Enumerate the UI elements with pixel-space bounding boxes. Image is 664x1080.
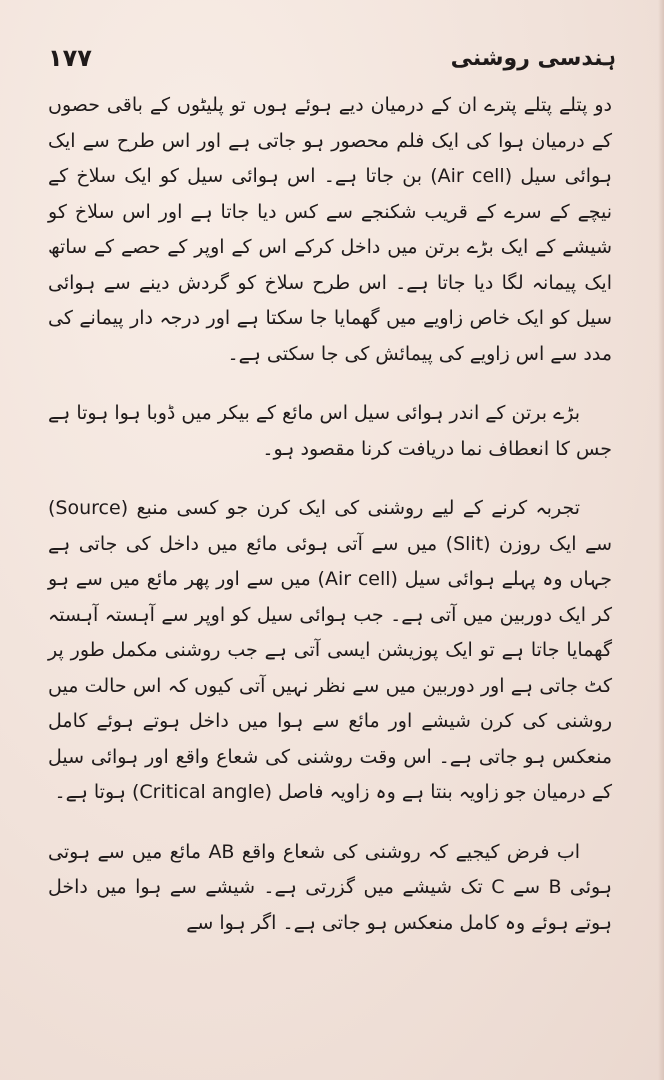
paragraph-experiment: تجربہ کرنے کے لیے روشنی کی ایک کرن جو کسی منبع (Source) سے ایک روزن (Slit) میں سے آتی ہوئی مائع میں داخل کی جاتی ہے جہاں وہ پہلے ہوائی سیل (Air cell) میں سے اور پھر مائع میں سے ہو کر ایک دوربین میں آتی ہے۔ جب ہوائی سیل کو اوپر سے آہستہ آہستہ گھمایا جاتا ہے تو ایک پوزیشن ایسی آتی ہے جب روشنی مکمل طور پر کٹ جاتی ہے اور دوربین میں سے نظر نہیں آتی کیوں کہ اس حالت میں روشنی کی کرن شیشے اور مائع سے ہوا میں داخل ہوتے ہوئے کامل منعکس ہو جاتی ہے۔ اس وقت روشنی کی شعاع واقع اور ہوائی سیل کے درمیان جو زاویہ بنتا ہے وہ زاویہ فاصل (Critical angle) ہوتا ہے۔ bbox=[48, 497, 612, 803]
running-title: ہندسی روشنی bbox=[450, 45, 616, 71]
page-header bbox=[48, 38, 616, 78]
paragraph-ray-ab: اب فرض کیجیے کہ روشنی کی شعاع واقع AB مائع میں سے ہوتی ہوئی B سے C تک شیشے میں گزرتی ہے۔ شیشے سے ہوا میں داخل ہوتے ہوئے وہ کامل منعکس ہو جاتی ہے۔ اگر ہوا سے bbox=[48, 840, 612, 934]
page-edge-shadow bbox=[658, 0, 664, 1080]
page-number: ۱۷۷ bbox=[48, 44, 92, 72]
body-text bbox=[48, 88, 612, 941]
paragraph-air-cell: دو پتلے پتلے پترے ان کے درمیان دیے ہوئے ہوں تو پلیٹوں کے باقی حصوں کے درمیان ہوا کی ایک فلم محصور ہو جاتی ہے اور اس طرح سے ایک ہوائی سیل (Air cell) بن جاتا ہے۔ اس ہوائی سیل کو ایک سلاخ کے نیچے کے سرے کے قریب شکنجے سے کس دیا جاتا ہے اور اس سلاخ کو شیشے کے ایک بڑے برتن میں داخل کرکے اس کے اوپر کے حصے کے ساتھ ایک پیمانہ لگا دیا جاتا ہے۔ اس طرح سلاخ کو گردش دینے سے ہوائی سیل کو ایک خاص زاویے میں گھمایا جا سکتا ہے اور درجہ دار پیمانے کی مدد سے اس زاویے کی پیمائش کی جا سکتی ہے۔ bbox=[48, 94, 612, 365]
paragraph-beaker: بڑے برتن کے اندر ہوائی سیل اس مائع کے بیکر میں ڈوبا ہوا ہوتا ہے جس کا انعطاف نما دریافت کرنا مقصود ہو۔ bbox=[48, 402, 612, 460]
